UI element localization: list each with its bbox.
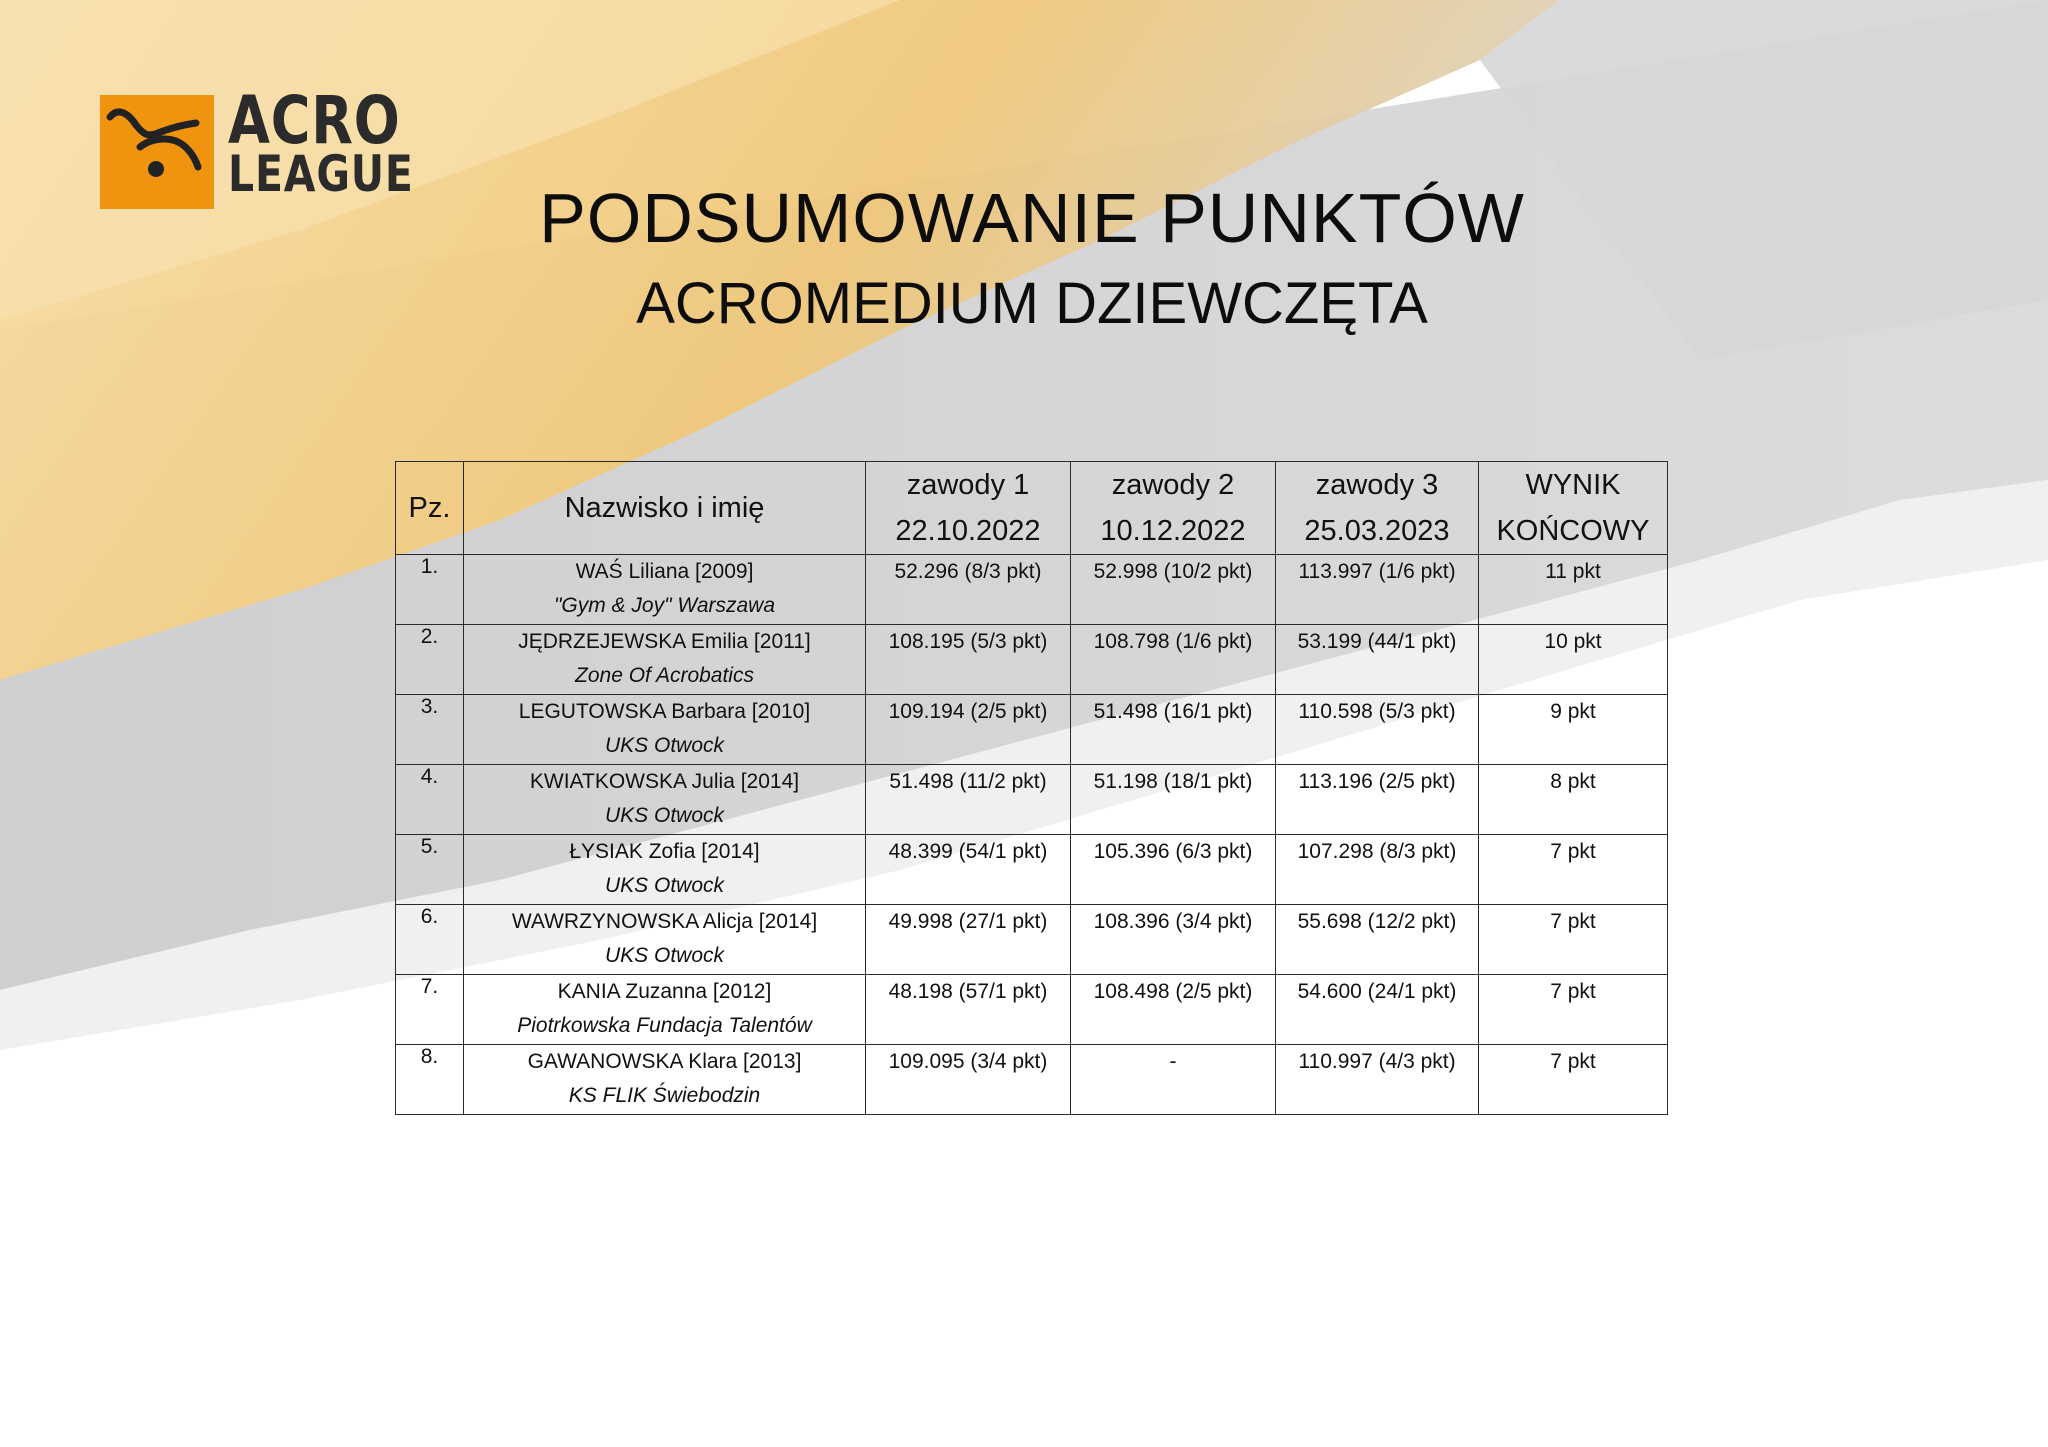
athlete-name: LEGUTOWSKA Barbara [2010] (518, 700, 811, 723)
header-final-l1: WYNIK (1525, 469, 1621, 501)
header-competition-1 (866, 462, 1071, 555)
row-final (1479, 1045, 1668, 1115)
row-c3 (1276, 835, 1479, 905)
row-c2 (1071, 1045, 1276, 1115)
score-c3: 110.598 (5/3 pkt) (1298, 700, 1456, 723)
final-score: 11 pkt (1545, 560, 1601, 583)
row-final (1479, 765, 1668, 835)
athlete-name: JĘDRZEJEWSKA Emilia [2011] (518, 630, 811, 653)
row-final (1479, 905, 1668, 975)
row-c3 (1276, 1045, 1479, 1115)
row-c2 (1071, 835, 1276, 905)
score-c1: 48.198 (57/1 pkt) (888, 980, 1048, 1003)
final-score: 8 pkt (1550, 770, 1596, 793)
row-athlete (464, 905, 866, 975)
row-c2 (1071, 765, 1276, 835)
table-row (396, 555, 1668, 625)
table-row (396, 905, 1668, 975)
athlete-club: "Gym & Joy" Warszawa (553, 594, 776, 617)
athlete-name: KANIA Zuzanna [2012] (557, 980, 772, 1003)
row-c3 (1276, 695, 1479, 765)
athlete-name: KWIATKOWSKA Julia [2014] (529, 770, 800, 793)
header-c2-label: zawody 2 (1111, 469, 1235, 501)
row-c3 (1276, 975, 1479, 1045)
page-subtitle: ACROMEDIUM DZIEWCZĘTA (636, 271, 1428, 336)
row-c2 (1071, 905, 1276, 975)
row-athlete (464, 835, 866, 905)
header-final-result (1479, 462, 1668, 555)
row-position: 4. (396, 765, 464, 835)
score-c2: 108.396 (3/4 pkt) (1093, 910, 1253, 933)
row-c2 (1071, 975, 1276, 1045)
final-score: 10 pkt (1544, 630, 1602, 653)
row-position: 1. (396, 555, 464, 625)
score-c3: 54.600 (24/1 pkt) (1297, 980, 1457, 1003)
page-title: PODSUMOWANIE PUNKTÓW (539, 179, 1525, 257)
row-c1 (866, 765, 1071, 835)
row-athlete (464, 975, 866, 1045)
score-c1: 108.195 (5/3 pkt) (888, 630, 1048, 653)
row-c1 (866, 555, 1071, 625)
results-table (395, 461, 1668, 1115)
score-c2: 51.198 (18/1 pkt) (1093, 770, 1253, 793)
athlete-club: UKS Otwock (604, 944, 725, 967)
score-c1: 49.998 (27/1 pkt) (888, 910, 1048, 933)
score-c3: 110.997 (4/3 pkt) (1298, 1050, 1456, 1073)
row-position: 3. (396, 695, 464, 765)
final-score: 7 pkt (1550, 1050, 1596, 1073)
row-c1 (866, 625, 1071, 695)
score-c2: 52.998 (10/2 pkt) (1093, 560, 1253, 583)
row-c1 (866, 975, 1071, 1045)
athlete-name: GAWANOWSKA Klara [2013] (527, 1050, 802, 1073)
final-score: 7 pkt (1550, 840, 1596, 863)
row-position: 6. (396, 905, 464, 975)
header-position: Pz. (396, 462, 464, 555)
row-athlete (464, 1045, 866, 1115)
row-athlete (464, 765, 866, 835)
logo-text-league: LEAGUE (228, 145, 414, 203)
score-c3: 55.698 (12/2 pkt) (1297, 910, 1457, 933)
athlete-club: UKS Otwock (604, 734, 725, 757)
score-c2: 51.498 (16/1 pkt) (1093, 700, 1253, 723)
athlete-name: WAWRZYNOWSKA Alicja [2014] (511, 910, 818, 933)
score-c3: 107.298 (8/3 pkt) (1297, 840, 1457, 863)
header-c2-date: 10.12.2022 (1100, 515, 1246, 547)
row-position: 7. (396, 975, 464, 1045)
row-athlete (464, 555, 866, 625)
row-position: 8. (396, 1045, 464, 1115)
score-c1: 52.296 (8/3 pkt) (894, 560, 1042, 583)
athlete-club: Piotrkowska Fundacja Talentów (517, 1014, 812, 1037)
table-header-row (396, 462, 1668, 555)
score-c2: 108.498 (2/5 pkt) (1093, 980, 1253, 1003)
athlete-name: WAŚ Liliana [2009] (575, 560, 754, 583)
score-c1: 109.194 (2/5 pkt) (888, 700, 1048, 723)
score-c1: 109.095 (3/4 pkt) (888, 1050, 1048, 1073)
logo-text-acro: ACRO (228, 82, 401, 159)
header-c1-label: zawody 1 (906, 469, 1030, 501)
athlete-club: KS FLIK Świebodzin (568, 1084, 761, 1107)
athlete-club: UKS Otwock (604, 804, 725, 827)
final-score: 9 pkt (1550, 700, 1596, 723)
score-c2: 108.798 (1/6 pkt) (1093, 630, 1253, 653)
final-score: 7 pkt (1550, 910, 1596, 933)
row-athlete (464, 625, 866, 695)
row-c3 (1276, 765, 1479, 835)
score-c1: 48.399 (54/1 pkt) (888, 840, 1048, 863)
row-final (1479, 975, 1668, 1045)
row-position: 5. (396, 835, 464, 905)
table-row (396, 1045, 1668, 1115)
table-row (396, 695, 1668, 765)
row-c3 (1276, 625, 1479, 695)
row-athlete (464, 695, 866, 765)
row-final (1479, 555, 1668, 625)
row-c2 (1071, 555, 1276, 625)
row-position: 2. (396, 625, 464, 695)
athlete-club: Zone Of Acrobatics (575, 664, 754, 687)
row-c2 (1071, 695, 1276, 765)
score-c2: 105.396 (6/3 pkt) (1093, 840, 1253, 863)
score-c3: 113.196 (2/5 pkt) (1298, 770, 1456, 793)
score-c1: 51.498 (11/2 pkt) (889, 770, 1047, 793)
header-c1-date: 22.10.2022 (895, 515, 1041, 547)
header-final-l2: KOŃCOWY (1496, 515, 1650, 547)
row-c3 (1276, 555, 1479, 625)
header-name: Nazwisko i imię (464, 462, 866, 555)
score-c2: - (1169, 1050, 1177, 1073)
row-c1 (866, 695, 1071, 765)
row-final (1479, 695, 1668, 765)
row-final (1479, 835, 1668, 905)
row-c1 (866, 905, 1071, 975)
table-row (396, 975, 1668, 1045)
final-score: 7 pkt (1550, 980, 1596, 1003)
row-final (1479, 625, 1668, 695)
row-c1 (866, 835, 1071, 905)
table-row (396, 625, 1668, 695)
table-row (396, 765, 1668, 835)
athlete-club: UKS Otwock (604, 874, 725, 897)
header-c3-date: 25.03.2023 (1304, 515, 1450, 547)
athlete-name: ŁYSIAK Zofia [2014] (569, 840, 760, 863)
score-c3: 113.997 (1/6 pkt) (1298, 560, 1456, 583)
header-competition-3 (1276, 462, 1479, 555)
row-c3 (1276, 905, 1479, 975)
score-c3: 53.199 (44/1 pkt) (1297, 630, 1457, 653)
row-c2 (1071, 625, 1276, 695)
header-competition-2 (1071, 462, 1276, 555)
row-c1 (866, 1045, 1071, 1115)
table-row (396, 835, 1668, 905)
header-c3-label: zawody 3 (1315, 469, 1439, 501)
